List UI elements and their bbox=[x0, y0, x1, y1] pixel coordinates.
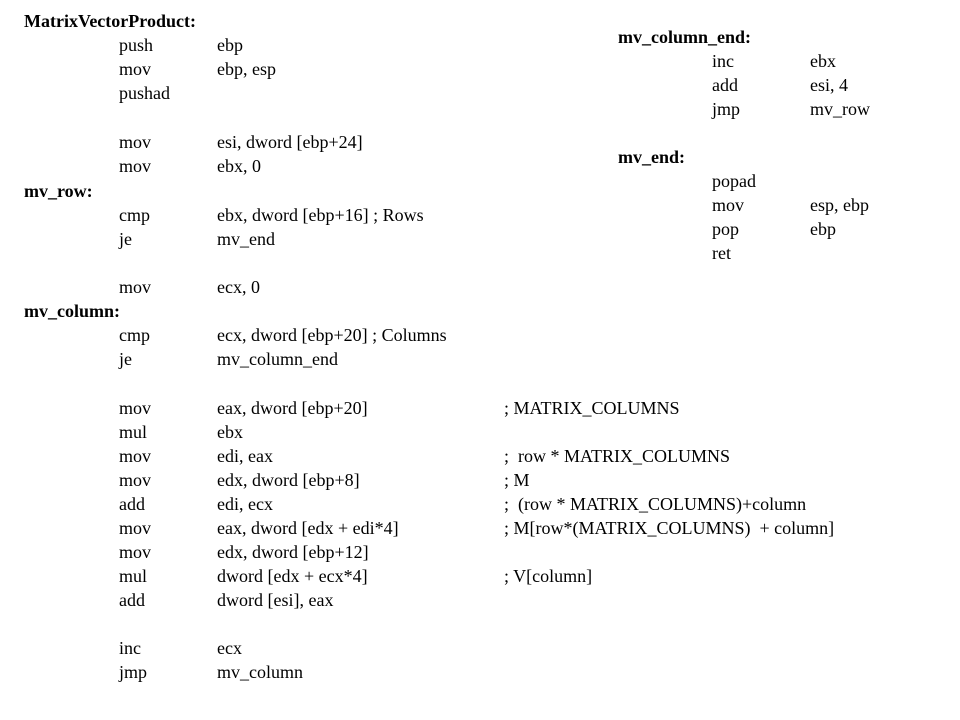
operands: esp, ebp bbox=[810, 195, 869, 215]
mnemonic: mul bbox=[119, 566, 148, 586]
operands: mv_end bbox=[217, 229, 275, 249]
operands: ecx bbox=[217, 638, 242, 658]
mnemonic: ret bbox=[712, 243, 731, 263]
comment: ; M[row*(MATRIX_COLUMNS) + column] bbox=[504, 518, 835, 538]
operands: mv_row bbox=[810, 99, 870, 119]
mnemonic: pop bbox=[712, 219, 739, 239]
mnemonic: inc bbox=[119, 638, 141, 658]
mnemonic: push bbox=[119, 35, 154, 55]
label-mv-column-end: mv_column_end: bbox=[618, 27, 752, 47]
operands: ecx, 0 bbox=[217, 277, 260, 297]
mnemonic: pushad bbox=[119, 83, 170, 103]
label-mv-row: mv_row: bbox=[24, 181, 93, 201]
mnemonic: mov bbox=[119, 446, 152, 466]
mnemonic: mov bbox=[119, 132, 152, 152]
operands: mv_column_end bbox=[217, 349, 338, 369]
mnemonic: mov bbox=[119, 277, 152, 297]
operands: ebp, esp bbox=[217, 59, 276, 79]
operands: eax, dword [edx + edi*4] bbox=[217, 518, 399, 538]
label-mv-column: mv_column: bbox=[24, 301, 120, 321]
mnemonic: jmp bbox=[119, 662, 148, 682]
label-mv-end: mv_end: bbox=[618, 147, 685, 167]
operands: esi, dword [ebp+24] bbox=[217, 132, 363, 152]
operands: ebp bbox=[217, 35, 243, 55]
comment: ; V[column] bbox=[504, 566, 593, 586]
mnemonic: add bbox=[119, 590, 145, 610]
mnemonic: mov bbox=[119, 59, 152, 79]
operands: edx, dword [ebp+12] bbox=[217, 542, 369, 562]
mnemonic: je bbox=[119, 349, 132, 369]
comment: ; (row * MATRIX_COLUMNS)+column bbox=[504, 494, 807, 514]
operands: ebp bbox=[810, 219, 836, 239]
mnemonic: mov bbox=[119, 156, 152, 176]
mnemonic: cmp bbox=[119, 325, 150, 345]
operands: edi, eax bbox=[217, 446, 273, 466]
mnemonic: add bbox=[712, 75, 738, 95]
operands: ebx, 0 bbox=[217, 156, 261, 176]
label-matrix-vector-product: MatrixVectorProduct: bbox=[24, 11, 196, 31]
comment: ; row * MATRIX_COLUMNS bbox=[504, 446, 731, 466]
mnemonic: mov bbox=[119, 518, 152, 538]
operands: ebx bbox=[217, 422, 243, 442]
mnemonic: cmp bbox=[119, 205, 150, 225]
operands: esi, 4 bbox=[810, 75, 848, 95]
operands: edi, ecx bbox=[217, 494, 273, 514]
operands: dword [esi], eax bbox=[217, 590, 334, 610]
operands: ebx, dword [ebp+16] ; Rows bbox=[217, 205, 424, 225]
comment: ; MATRIX_COLUMNS bbox=[504, 398, 680, 418]
mnemonic: mov bbox=[119, 398, 152, 418]
operands: mv_column bbox=[217, 662, 303, 682]
comment: ; M bbox=[504, 470, 530, 490]
mnemonic: mov bbox=[119, 470, 152, 490]
mnemonic: mov bbox=[119, 542, 152, 562]
mnemonic: mul bbox=[119, 422, 148, 442]
mnemonic: inc bbox=[712, 51, 734, 71]
mnemonic: popad bbox=[712, 171, 756, 191]
operands: eax, dword [ebp+20] bbox=[217, 398, 368, 418]
mnemonic: je bbox=[119, 229, 132, 249]
mnemonic: jmp bbox=[712, 99, 741, 119]
operands: dword [edx + ecx*4] bbox=[217, 566, 368, 586]
operands: edx, dword [ebp+8] bbox=[217, 470, 360, 490]
mnemonic: mov bbox=[712, 195, 745, 215]
operands: ebx bbox=[810, 51, 836, 71]
operands: ecx, dword [ebp+20] ; Columns bbox=[217, 325, 447, 345]
mnemonic: add bbox=[119, 494, 145, 514]
